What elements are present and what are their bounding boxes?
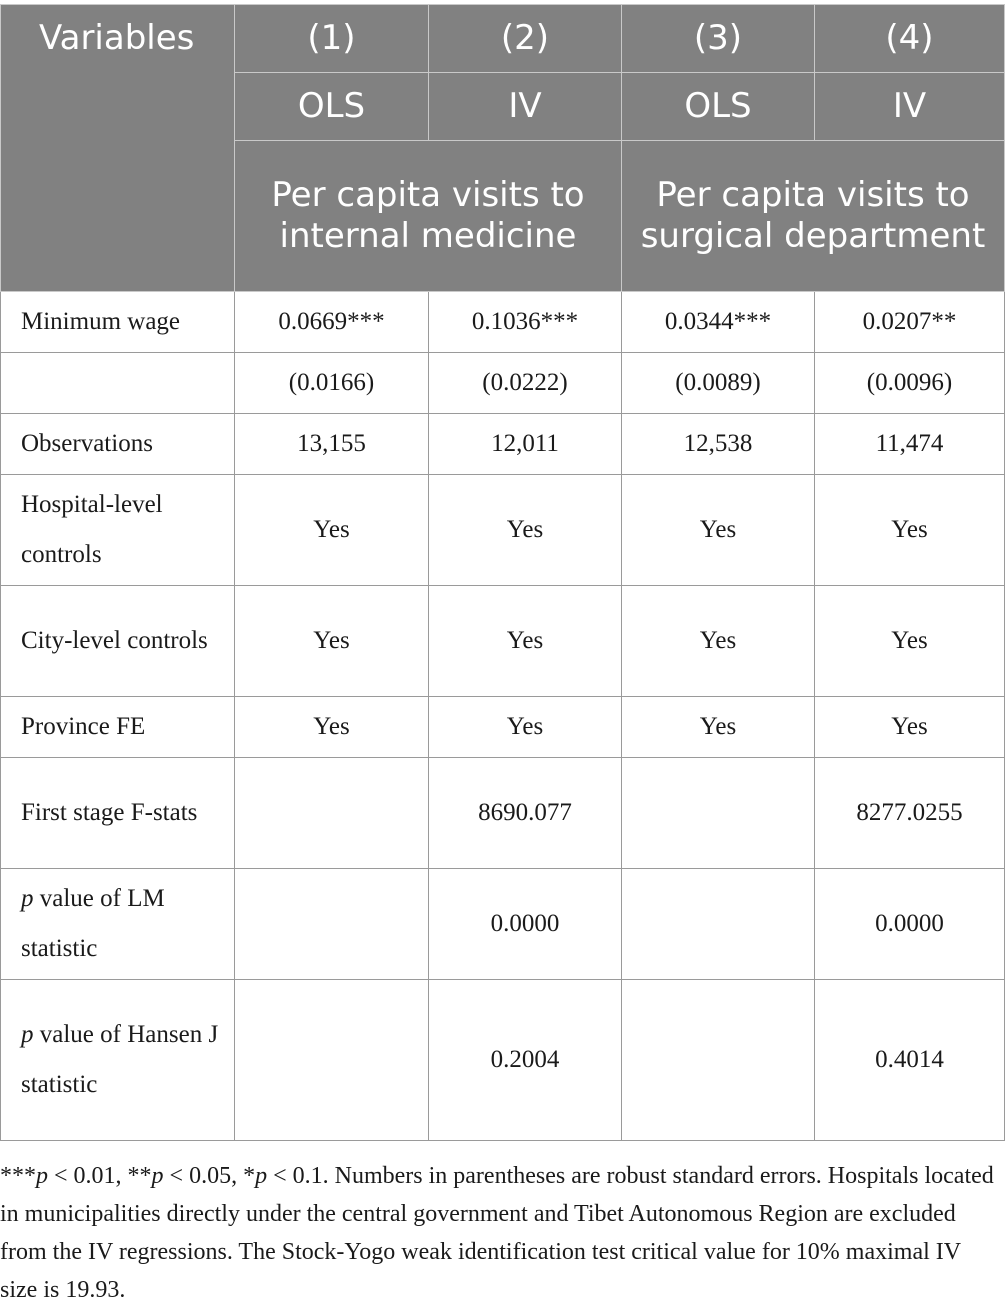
table-cell: 0.0000 <box>429 869 622 980</box>
table-cell: Yes <box>622 697 815 758</box>
table-cell <box>235 758 429 869</box>
table-cell: 12,538 <box>622 414 815 475</box>
method-1: OLS <box>235 73 429 141</box>
method-2: IV <box>429 73 622 141</box>
table-cell: 12,011 <box>429 414 622 475</box>
table-cell: 0.4014 <box>815 980 1005 1141</box>
table-cell: Yes <box>429 475 622 586</box>
regression-table <box>0 4 1005 1141</box>
row-label: Province FE <box>1 697 235 758</box>
table-cell: 0.0207** <box>815 292 1005 353</box>
table-cell: Yes <box>429 697 622 758</box>
header-row-columns <box>1 5 1005 73</box>
table-cell: 0.2004 <box>429 980 622 1141</box>
row-label: First stage F-stats <box>1 758 235 869</box>
row-label-text: value of Hansen J statistic <box>21 1021 219 1098</box>
table-cell: Yes <box>235 475 429 586</box>
table-cell: (0.0096) <box>815 353 1005 414</box>
row-label-text: value of LM statistic <box>21 885 165 962</box>
row-label <box>1 353 235 414</box>
method-4: IV <box>815 73 1005 141</box>
row-label: City-level controls <box>1 586 235 697</box>
row-label: Minimum wage <box>1 292 235 353</box>
outcome-surgical-department: Per capita visits to surgical department <box>622 141 1005 292</box>
table-cell: 11,474 <box>815 414 1005 475</box>
table-cell: Yes <box>815 475 1005 586</box>
row-label <box>1 869 235 980</box>
table-cell: Yes <box>815 697 1005 758</box>
row-label: Hospital-level controls <box>1 475 235 586</box>
table-cell: 0.0669*** <box>235 292 429 353</box>
table-row <box>1 758 1005 869</box>
col-number-2: (2) <box>429 5 622 73</box>
table-cell: 0.0000 <box>815 869 1005 980</box>
table-cell <box>235 980 429 1141</box>
table-row <box>1 869 1005 980</box>
table-row <box>1 980 1005 1141</box>
table-row <box>1 353 1005 414</box>
footnote-text: < 0.01, ** <box>48 1163 152 1189</box>
row-label: Observations <box>1 414 235 475</box>
table-cell: 0.1036*** <box>429 292 622 353</box>
table-footnote <box>0 1157 1000 1309</box>
table-cell: 13,155 <box>235 414 429 475</box>
table-cell: Yes <box>622 475 815 586</box>
table-cell <box>622 869 815 980</box>
row-label <box>1 980 235 1141</box>
table-row <box>1 414 1005 475</box>
table-cell: 0.0344*** <box>622 292 815 353</box>
table-cell: Yes <box>622 586 815 697</box>
table-row <box>1 697 1005 758</box>
table-cell: Yes <box>235 697 429 758</box>
table-cell: Yes <box>429 586 622 697</box>
footnote-text: < 0.1. Numbers in parentheses are robust standard errors. Hospitals located in municipalities directly under the central government and Tibet Autonomous Region are excluded from the IV regressions. The Stock-Yogo weak identification test critical value for 10% maximal IV size is 19.93. <box>0 1163 994 1303</box>
footnote-text: < 0.05, * <box>163 1163 256 1189</box>
footnote-stars: *** <box>0 1163 36 1189</box>
p-symbol: p <box>255 1163 268 1189</box>
table-cell: (0.0089) <box>622 353 815 414</box>
table-cell: (0.0166) <box>235 353 429 414</box>
p-symbol: p <box>151 1163 164 1189</box>
variables-header: Variables <box>1 5 235 292</box>
table-cell: 8277.0255 <box>815 758 1005 869</box>
p-symbol: p <box>36 1163 48 1189</box>
outcome-internal-medicine: Per capita visits to internal medicine <box>235 141 622 292</box>
table-row <box>1 292 1005 353</box>
table-row <box>1 475 1005 586</box>
method-3: OLS <box>622 73 815 141</box>
col-number-1: (1) <box>235 5 429 73</box>
table-cell <box>622 980 815 1141</box>
col-number-3: (3) <box>622 5 815 73</box>
table-cell: 8690.077 <box>429 758 622 869</box>
p-symbol: p <box>21 885 34 912</box>
table-cell: Yes <box>815 586 1005 697</box>
table-cell <box>235 869 429 980</box>
table-cell: Yes <box>235 586 429 697</box>
p-symbol: p <box>21 1021 34 1048</box>
table-cell: (0.0222) <box>429 353 622 414</box>
table-cell <box>622 758 815 869</box>
col-number-4: (4) <box>815 5 1005 73</box>
table-row <box>1 586 1005 697</box>
